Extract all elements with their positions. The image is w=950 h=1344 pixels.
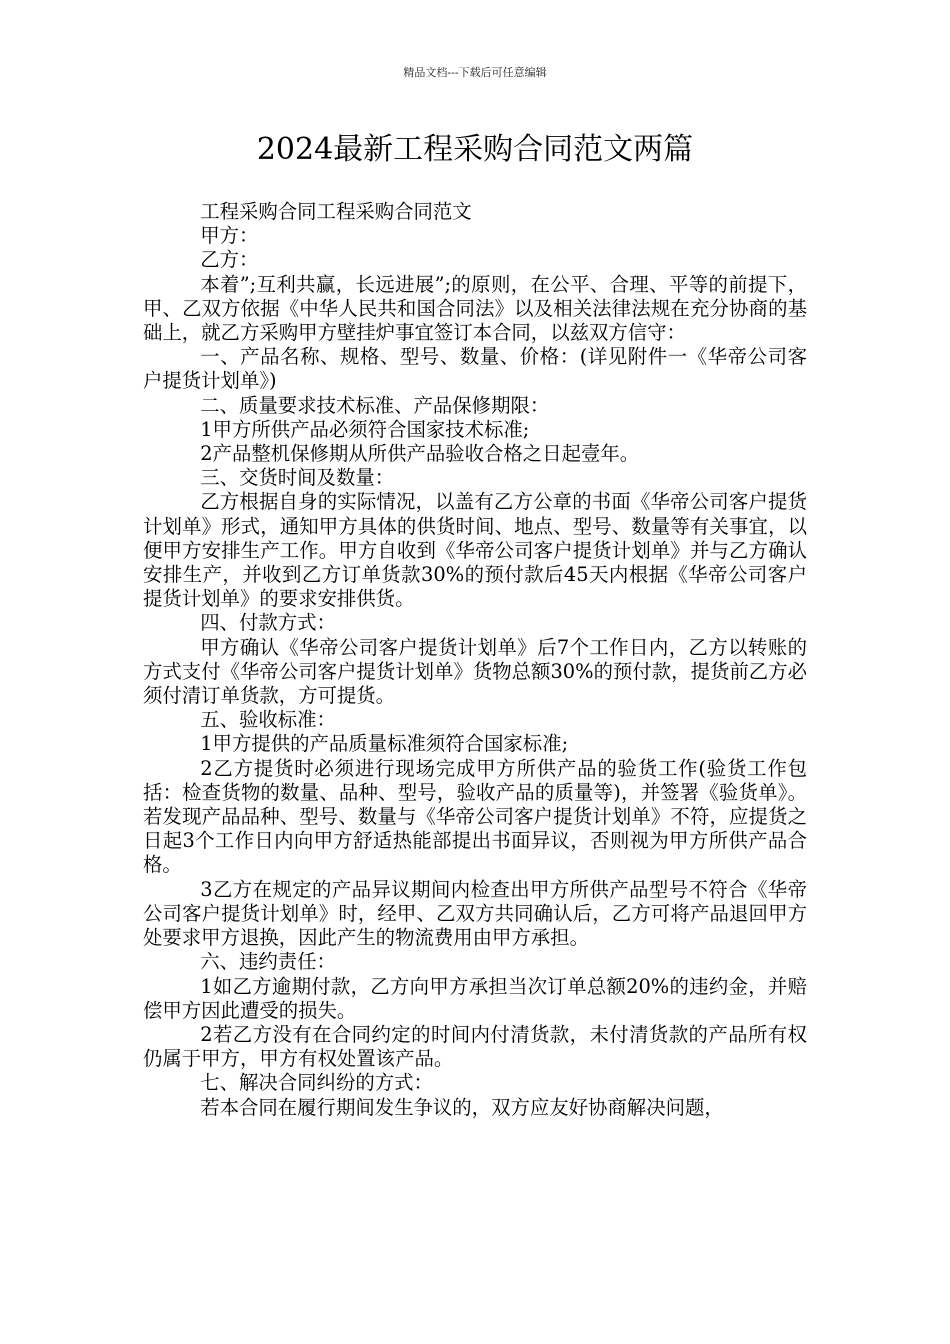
- section-heading: 七、解决合同纠纷的方式：: [200, 1071, 433, 1095]
- paragraph: 若本合同在履行期间发生争议的，双方应友好协商解决问题，: [200, 1095, 724, 1119]
- paragraph: 乙方：: [200, 248, 259, 272]
- paragraph: 本着”;互利共赢，长远进展”;的原则，在公平、合理、平等的前提下，甲、乙双方依据《中华人民共和国合同法》以及相关法律法规在充分协商的基础上，就乙方采购甲方壁挂炉事宜签订本合同，以兹双方信守：: [143, 272, 807, 345]
- paragraph: 工程采购合同工程采购合同范文: [200, 200, 472, 223]
- paragraph: 3乙方在规定的产品异议期间内检查出甲方所供产品型号不符合《华帝公司客户提货计划单》时，经甲、乙双方共同确认后，乙方可将产品退回甲方处要求甲方退换，因此产生的物流费用由甲方承担。: [143, 877, 807, 950]
- page-header: 精品文档---下载后可任意编辑: [403, 66, 547, 79]
- document-title: 2024最新工程采购合同范文两篇: [256, 132, 694, 167]
- paragraph: 甲方确认《华帝公司客户提货计划单》后7个工作日内，乙方以转账的方式支付《华帝公司客户提货计划单》货物总额30%的预付款，提货前乙方必须付清订单货款，方可提货。: [143, 635, 807, 708]
- paragraph: 甲方：: [200, 224, 259, 248]
- document-body: [143, 200, 807, 1120]
- paragraph: 2产品整机保修期从所供产品验收合格之日起壹年。: [200, 442, 640, 466]
- section-heading: 四、付款方式：: [200, 611, 336, 635]
- paragraph: 1甲方所供产品必须符合国家技术标准;: [200, 417, 530, 441]
- section-heading: 五、验收标准：: [200, 708, 336, 732]
- paragraph: 1甲方提供的产品质量标准须符合国家标准;: [200, 732, 569, 756]
- paragraph: 2若乙方没有在合同约定的时间内付清货款，未付清货款的产品所有权仍属于甲方，甲方有权处置该产品。: [143, 1022, 807, 1071]
- paragraph: 2乙方提货时必须进行现场完成甲方所供产品的验货工作(验货工作包括：检查货物的数量、品种、型号，验收产品的质量等)，并签署《验货单》。若发现产品品种、型号、数量与《华帝公司客户提货计划单》不符，应提货之日起3个工作日内向甲方舒适热能部提出书面异议，否则视为甲方所供产品合格。: [143, 756, 807, 877]
- paragraph: 1如乙方逾期付款，乙方向甲方承担当次订单总额20%的违约金，并赔偿甲方因此遭受的损失。: [143, 974, 807, 1022]
- paragraph: 乙方根据自身的实际情况，以盖有乙方公章的书面《华帝公司客户提货计划单》形式，通知甲方具体的供货时间、地点、型号、数量等有关事宜，以便甲方安排生产工作。甲方自收到《华帝公司客户提货计划单》并与乙方确认安排生产，并收到乙方订单货款30%的预付款后45天内根据《华帝公司客户提货计划单》的要求安排供货。: [143, 490, 807, 611]
- section-heading: 三、交货时间及数量：: [200, 466, 395, 490]
- section-heading: 二、质量要求技术标准、产品保修期限：: [200, 393, 550, 417]
- section-heading: 六、违约责任：: [200, 950, 336, 974]
- paragraph: 一、产品名称、规格、型号、数量、价格：(详见附件一《华帝公司客户提货计划单》): [143, 345, 807, 393]
